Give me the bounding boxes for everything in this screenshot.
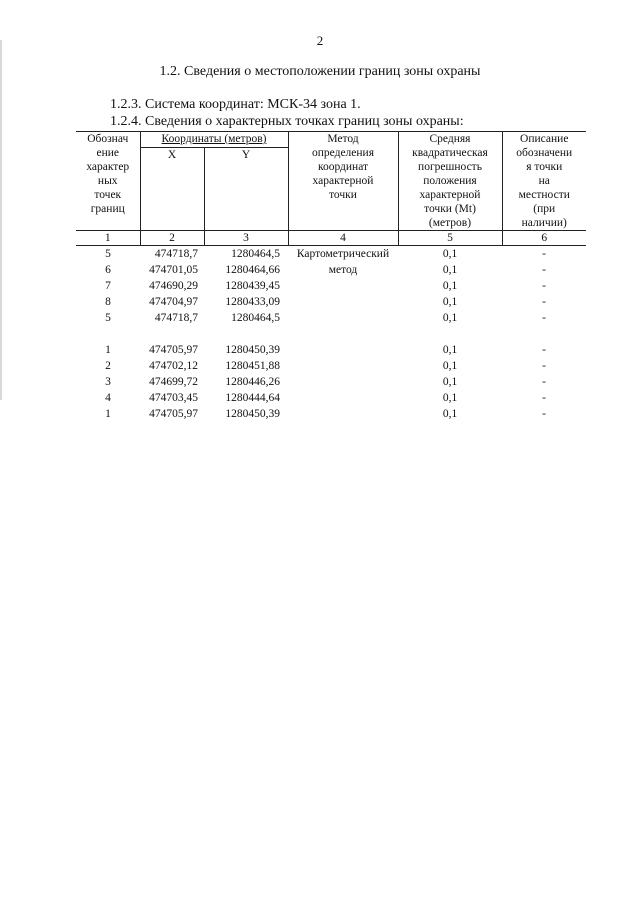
description-value: -	[542, 248, 546, 260]
header-description	[502, 132, 586, 231]
column-number: 5	[398, 231, 502, 246]
description-value: -	[542, 312, 546, 324]
point-id: 2	[105, 360, 111, 372]
coordinate-system-line: 1.2.3. Система координат: МСК-34 зона 1.	[110, 97, 361, 112]
header-point-line: ных	[97, 175, 118, 187]
coord-y: 1280450,39	[225, 344, 280, 356]
point-id: 8	[105, 296, 111, 308]
description-value: -	[542, 392, 546, 404]
column-number: 1	[76, 231, 140, 246]
point-id: 4	[105, 392, 111, 404]
header-description-line: местности	[518, 189, 570, 201]
header-description-line: обозначени	[516, 147, 573, 159]
scan-margin-mark	[0, 40, 2, 400]
column-number: 2	[140, 231, 204, 246]
header-point-line: Обознач	[87, 133, 129, 145]
header-x: X	[140, 148, 204, 231]
header-method-line: координат	[317, 161, 369, 173]
section-title: 1.2. Сведения о местоположении границ зоны охраны	[159, 64, 481, 79]
description-value: -	[542, 360, 546, 372]
blank-cell	[76, 326, 140, 342]
coord-x: 474718,7	[154, 312, 198, 324]
coord-x: 474701,05	[149, 264, 198, 276]
header-error-line: (метров)	[428, 217, 472, 229]
error-value: 0,1	[442, 392, 458, 404]
page-number: 2	[316, 33, 324, 48]
coord-y: 1280433,09	[225, 296, 280, 308]
coord-y: 1280464,5	[231, 312, 280, 324]
error-value: 0,1	[442, 312, 458, 324]
description-value: -	[542, 376, 546, 388]
header-point-line: точек	[94, 189, 122, 201]
coord-x: 474718,7	[154, 248, 198, 260]
description-value: -	[542, 344, 546, 356]
point-id: 6	[105, 264, 111, 276]
coord-x: 474705,97	[149, 344, 198, 356]
header-description-line: я точки	[526, 161, 563, 173]
blank-cell	[398, 326, 502, 342]
column-number: 4	[288, 231, 398, 246]
error-value: 0,1	[442, 360, 458, 372]
header-method-line: характерной	[312, 175, 374, 187]
header-error-line: Средняя	[429, 133, 471, 145]
header-error	[398, 132, 502, 231]
coord-x: 474699,72	[149, 376, 198, 388]
header-error-line: точки (Mt)	[424, 203, 476, 215]
header-coordinates: Координаты (метров)	[140, 132, 288, 148]
coord-x: 474704,97	[149, 296, 198, 308]
header-method-line: Метод	[327, 133, 359, 145]
coord-y: 1280451,88	[225, 360, 280, 372]
point-id: 5	[105, 312, 111, 324]
blank-cell	[140, 326, 204, 342]
error-value: 0,1	[442, 376, 458, 388]
coord-x: 474703,45	[149, 392, 198, 404]
blank-cell	[204, 326, 288, 342]
point-id: 7	[105, 280, 111, 292]
coord-x: 474690,29	[149, 280, 198, 292]
header-error-line: квадратическая	[412, 147, 488, 159]
description-value: -	[542, 296, 546, 308]
point-id: 1	[105, 344, 111, 356]
coord-y: 1280464,5	[231, 248, 280, 260]
error-value: 0,1	[442, 344, 458, 356]
coord-y: 1280444,64	[225, 392, 280, 404]
coord-x: 474702,12	[149, 360, 198, 372]
header-error-line: погрешность	[418, 161, 482, 173]
coord-y: 1280450,39	[225, 408, 280, 420]
error-value: 0,1	[442, 280, 458, 292]
error-value: 0,1	[442, 296, 458, 308]
point-id: 5	[105, 248, 111, 260]
header-point-line: границ	[90, 203, 125, 215]
boundary-points-heading: 1.2.4. Сведения о характерных точках границ зоны охраны:	[110, 114, 464, 129]
header-point-line: ение	[96, 147, 120, 159]
header-method	[288, 132, 398, 231]
header-y: Y	[204, 148, 288, 231]
description-value: -	[542, 408, 546, 420]
column-number: 3	[204, 231, 288, 246]
blank-cell	[502, 326, 586, 342]
error-value: 0,1	[442, 248, 458, 260]
header-description-line: (при	[533, 203, 556, 215]
header-point-line: характер	[86, 161, 130, 173]
table-row	[76, 246, 586, 263]
column-number: 6	[502, 231, 586, 246]
coord-y: 1280446,26	[225, 376, 280, 388]
header-point-designation	[76, 132, 140, 231]
boundary-points-table	[76, 131, 586, 422]
error-value: 0,1	[442, 264, 458, 276]
header-error-line: характерной	[419, 189, 481, 201]
column-number-row	[76, 231, 586, 246]
header-error-line: положения	[423, 175, 477, 187]
error-value: 0,1	[442, 408, 458, 420]
description-value: -	[542, 264, 546, 276]
header-method-line: определения	[311, 147, 374, 159]
header-description-line: Описание	[520, 133, 569, 145]
coord-y: 1280439,45	[225, 280, 280, 292]
header-description-line: на	[538, 175, 550, 187]
coord-y: 1280464,66	[225, 264, 280, 276]
point-id: 1	[105, 408, 111, 420]
coord-x: 474705,97	[149, 408, 198, 420]
method-value: Картометрический метод	[296, 248, 390, 276]
header-method-line: точки	[329, 189, 357, 201]
description-value: -	[542, 280, 546, 292]
header-description-line: наличии)	[521, 217, 567, 229]
point-id: 3	[105, 376, 111, 388]
